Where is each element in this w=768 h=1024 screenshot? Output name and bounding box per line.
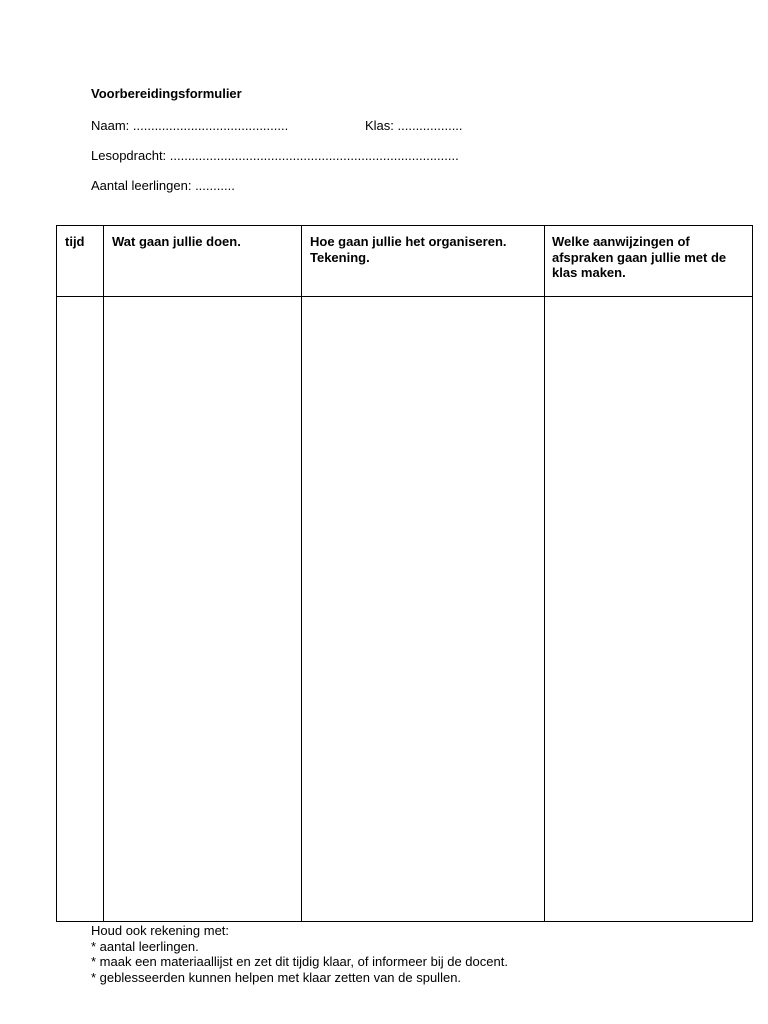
note-item: * geblesseerden kunnen helpen met klaar zetten van de spullen. (91, 969, 462, 985)
notes-intro: Houd ook rekening met: (91, 923, 230, 938)
column-divider (103, 226, 104, 921)
notes-section (91, 923, 508, 985)
header-divider (57, 296, 752, 297)
aantal-leerlingen-field: Aantal leerlingen: ........... (91, 178, 235, 193)
form-title: Voorbereidingsformulier (91, 86, 242, 101)
header-tijd: tijd (65, 234, 85, 249)
lesopdracht-field: Lesopdracht: ................................................................................ (91, 148, 459, 163)
klas-field: Klas: .................. (365, 118, 463, 133)
note-item: * aantal leerlingen. (91, 938, 199, 954)
header-welke: Welke aanwijzingen of afspraken gaan jullie met de klas maken. (552, 234, 727, 280)
naam-field: Naam: ........................................... (91, 118, 289, 133)
note-item: * maak een materiaallijst en zet dit tijdig klaar, of informeer bij de docent. (91, 954, 508, 969)
preparation-table (56, 225, 753, 922)
column-divider (544, 226, 545, 921)
header-wat: Wat gaan jullie doen. (112, 234, 241, 249)
column-divider (301, 226, 302, 921)
header-hoe: Hoe gaan jullie het organiseren. Tekening. (310, 234, 507, 265)
